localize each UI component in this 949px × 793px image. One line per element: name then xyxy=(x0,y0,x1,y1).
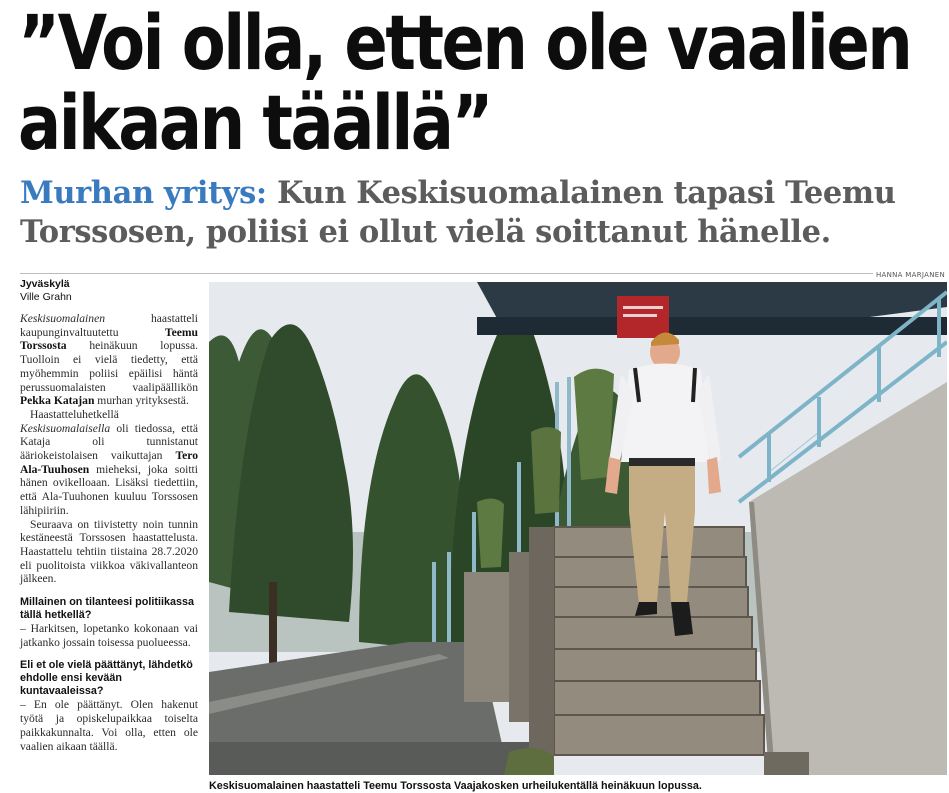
headline: ”Voi olla, etten ole vaalien aikaan täällä” xyxy=(18,0,911,169)
paragraph-1: Keskisuomalainen haastatteli kaupunginvaltuutettu Teemu Torssosta heinäkuun lopussa. Tuolloin ei vielä tiedetty, että myöhemmin poliisi epäilisi häntä perussuomalaisten vaalipäällikön Pekka Katajan murhan yrityksestä. xyxy=(20,312,198,408)
paragraph-3: Seuraava on tiivistetty noin tunnin kestäneestä Torssosen haastattelusta. Haastattelu tehtiin tiistaina 28.7.2020 eli puolitoista viikkoa väkivallanteon jälkeen. xyxy=(20,517,198,586)
byline-author: Ville Grahn xyxy=(20,291,72,303)
article-column xyxy=(20,278,198,753)
person-name: Tero Ala-Tuuhosen xyxy=(20,449,198,476)
subhead-text: Kun Keskisuomalainen tapasi Teemu Torssosen, poliisi ei ollut vielä soittanut hänelle. xyxy=(20,175,896,250)
header-divider xyxy=(20,273,939,274)
newspaper-name: Keskisuomalainen xyxy=(20,312,106,325)
paragraph-2: Haastatteluhetkellä Keskisuomalaisella oli tiedossa, että Kataja oli tunnistanut ääriokeistolaisen vaikuttajan Tero Ala-Tuuhosen mieheksi, joka soitti hänen ovikelloaan. Lisäksi tiedettiin, että Ala-Tuuhonen kuuluu Torssosen lähipiiriin. xyxy=(20,407,198,517)
interview-answer-2: – En ole päättänyt. Olen hakenut työtä ja opiskelupaikkaa toiselta paikkakunnalta. Voi olla, etten ole vaalien aikaan täällä. xyxy=(20,698,198,753)
subhead-kicker: Murhan yritys: xyxy=(20,175,267,211)
interview-question-2: Eli et ole vielä päättänyt, lähdetkö ehdolle ensi kevään kuntavaaleissa? xyxy=(20,659,193,698)
subheadline xyxy=(20,174,920,252)
dateline: Jyväskylä xyxy=(20,278,70,290)
newspaper-name: Keskisuomalaisella xyxy=(20,421,111,435)
person-name: Teemu Torssosta xyxy=(20,325,198,353)
interview-answer-1: – Harkitsen, lopetanko kokonaan vai jatkanko jossain toisessa puolueessa. xyxy=(20,622,198,649)
person-name: Pekka Katajan xyxy=(20,394,95,408)
article-photo xyxy=(209,282,947,775)
interview-question-1: Millainen on tilanteesi politiikassa tällä hetkellä? xyxy=(20,596,194,622)
photo-caption: Keskisuomalainen haastatteli Teemu Torssosta Vaajakosken urheilukentällä heinäkuun lopussa. xyxy=(209,780,702,792)
photo-credit: HANNA MARJANEN xyxy=(873,271,945,279)
